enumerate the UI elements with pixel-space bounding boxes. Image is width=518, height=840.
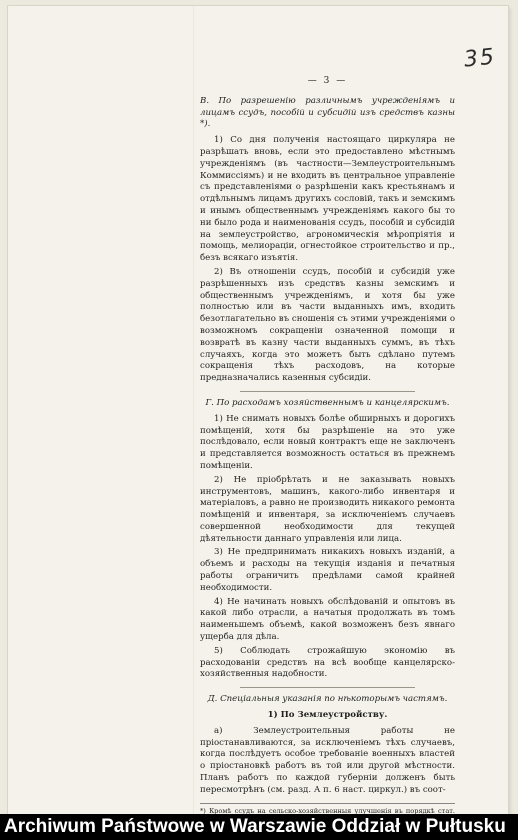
handwritten-page-number: 35 [462, 44, 498, 73]
archive-footer-text: Archiwum Państwowe w Warszawie Oddział w Pułtusku [4, 816, 506, 837]
section-g-paragraph-1: 1) Не снимать новыхъ болѣе обширныхъ и дорогихъ помѣщеній, хотя бы разрѣшеніе на это уже послѣдовало, если новый контрактъ еще не заключенъ и представляется возможность остаться въ прежнемъ помѣщеніи. [200, 413, 455, 471]
footnote: *) Кромѣ ссудъ на сельско-хозяйственныя улучшенія въ порядкѣ стат. [200, 803, 455, 814]
section-d-paragraph-1: а) Землеустроительныя работы не пріостанавливаются, за исключеніемъ тѣхъ случаевъ, когда послѣдуетъ особое требованіе военныхъ властей о пріостановкѣ работъ въ той или другой мѣстности. Планъ работъ по каждой губерніи долженъ быть пересмотрѣнъ (см. разд. А п. 6 наст. циркул.) въ соот- [200, 725, 455, 795]
divider [240, 687, 415, 688]
section-g-paragraph-5: 5) Соблюдать строжайшую экономію въ расходованіи средствъ на всѣ вообще канцелярско-хозяйственныя надобности. [200, 645, 455, 680]
section-g-paragraph-2: 2) Не пріобрѣтать и не заказывать новыхъ инструментовъ, машинъ, какого-либо инвентаря и матеріаловъ, а равно не производить никакого ремонта помѣщеній и инвентаря, за исключеніемъ случаевъ совершенной необходимости для текущей дѣятельности даннаго управленія или лица. [200, 474, 455, 544]
page-number: — 3 — [307, 76, 348, 86]
section-v-paragraph-1: 1) Со дня полученія настоящаго циркуляра не разрѣшать вновь, если это предоставлено мѣстнымъ учрежденіямъ (въ частности—Землеустроительнымъ Коммиссіямъ) и не входить въ центральное управленіе съ представленіями о разрѣшеніи какъ крестьянамъ и отдѣльнымъ лицамъ другихъ сословій, такъ и земскимъ и инымъ общественнымъ учрежденіямъ какого бы то ни было рода и наименованія ссудъ, пособій и субсидій на землеустройство, агрономическія мѣропріятія и помощь, мелиораціи, огнестойкое строительство и пр., безъ всякаго изъятія. [200, 135, 455, 264]
section-v-heading: В. По разрешенію различнымъ учрежденіямъ и лицамъ ссудъ, пособій и субсидій изъ средствъ казны *). [200, 95, 455, 130]
section-g-paragraph-4: 4) Не начинать новыхъ обслѣдованій и опытовъ въ какой либо отрасли, а начатыя продолжать въ томъ наименьшемъ объемѣ, какой возможенъ безъ явнаго ущерба для дѣла. [200, 596, 455, 643]
section-d-subheading: 1) По Землеустройству. [267, 710, 388, 721]
document-text [200, 76, 455, 814]
divider [240, 391, 415, 392]
page-crease [193, 6, 194, 814]
section-d-heading: Д. Спеціальныя указанія по нѣкоторымъ частямъ. [207, 694, 448, 705]
section-g-heading: Г. По расходамъ хозяйственнымъ и канцелярскимъ. [205, 397, 450, 408]
document-page [8, 6, 508, 814]
section-g-paragraph-3: 3) Не предпринимать никакихъ новыхъ изданій, а объемъ и расходы на текущія изданія и печатныя работы ограничить предѣлами самой крайней необходимости. [200, 547, 455, 593]
section-v-paragraph-2: 2) Въ отношеніи ссудъ, пособій и субсидій уже разрѣшенныхъ изъ средствъ казны земскимъ и общественнымъ учрежденіямъ, и хотя бы уже полностью или въ части выданныхъ имъ, входить безотлагательно въ сношенія съ этими учрежденіями о возможномъ сокращеніи означенной помощи и возвратѣ въ казну части выданныхъ суммъ, въ тѣхъ случаяхъ, когда это можетъ быть сдѣлано путемъ сокращенія тѣхъ расходовъ, на которые предназначались казенныя субсидіи. [200, 266, 455, 384]
